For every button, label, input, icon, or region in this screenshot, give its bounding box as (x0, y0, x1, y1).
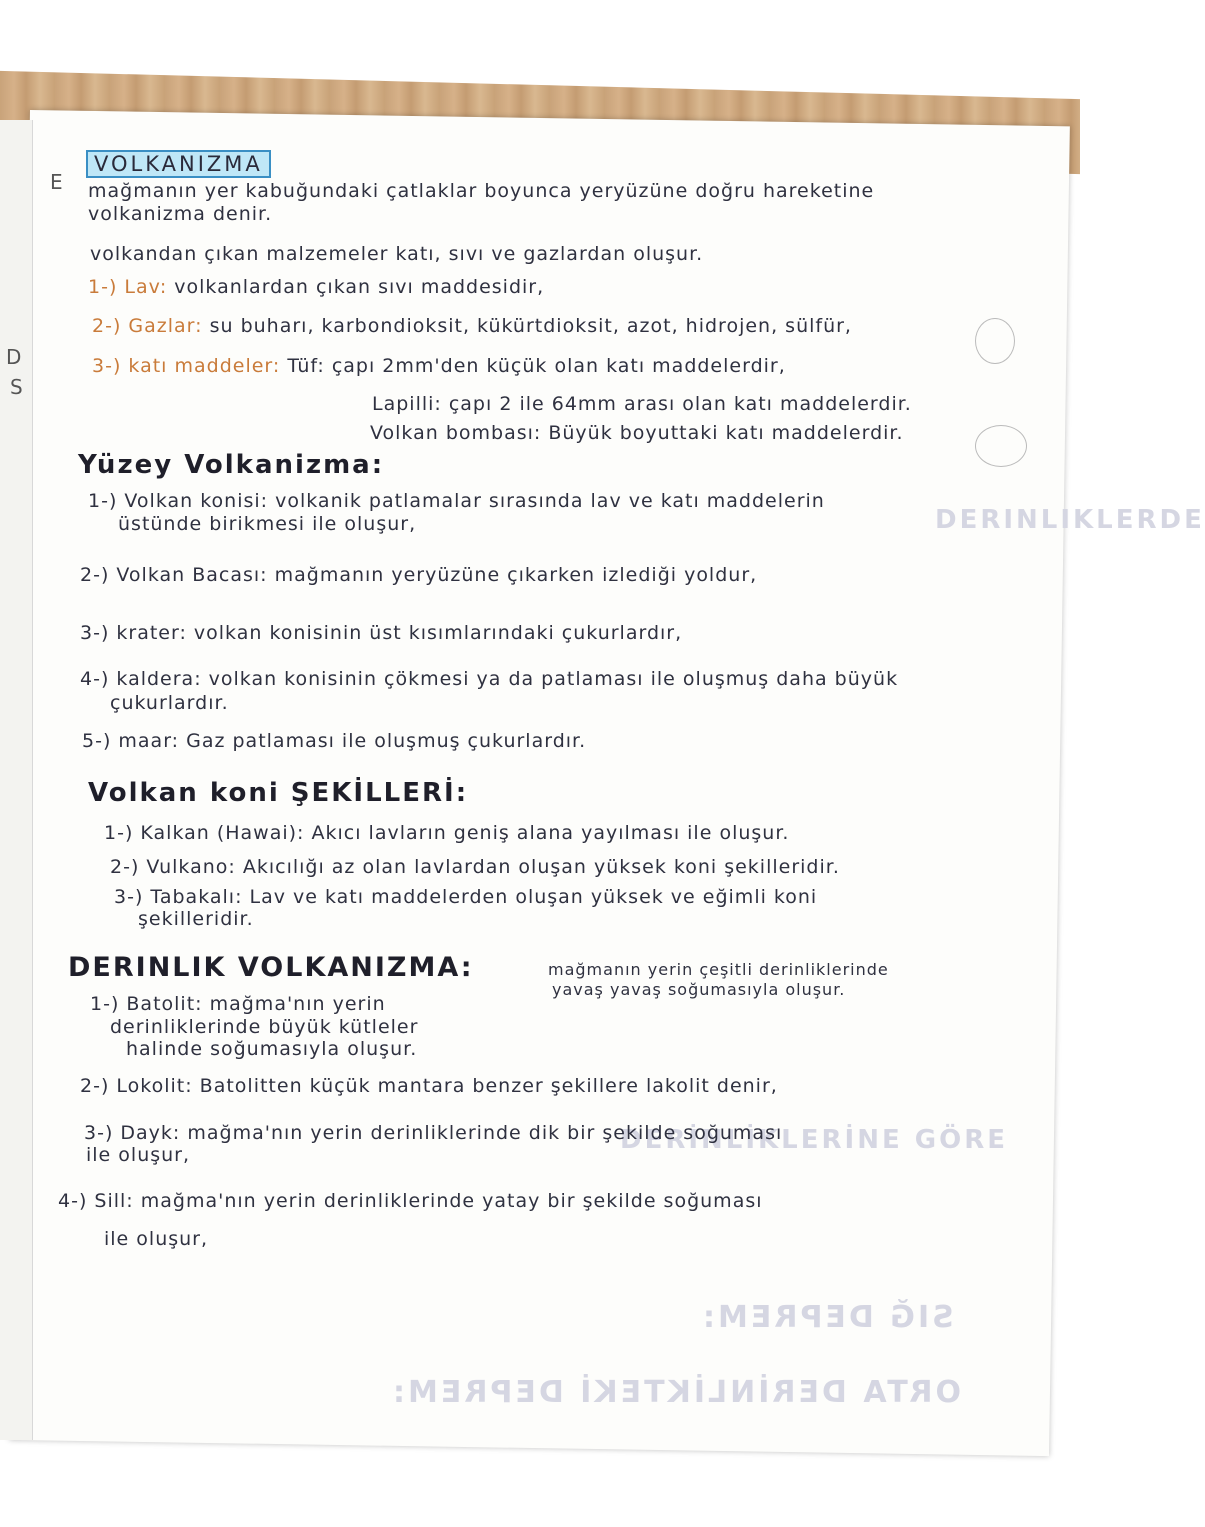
bleed-text: DERİNLİKLERİNE GÖRE (620, 1125, 1009, 1155)
section-heading-derinlik: DERINLIK VOLKANIZMA: (68, 952, 474, 983)
derinlik-item: 3-) Dayk: mağma'nın yerin derinliklerinde dik bir şekilde soğuması (84, 1122, 783, 1144)
circle-doodle (975, 425, 1027, 467)
material-label: 2-) Gazlar: (92, 315, 203, 337)
page-title: VOLKANIZMA (86, 150, 271, 178)
koni-item: 2-) Vulkano: Akıcılığı az olan lavlardan oluşan yüksek koni şekilleridir. (110, 856, 840, 878)
material-text: volkanlardan çıkan sıvı maddesidir, (174, 276, 545, 298)
yuzey-item: 1-) Volkan konisi: volkanik patlamalar sırasında lav ve katı maddelerin (88, 490, 825, 512)
koni-item: 1-) Kalkan (Hawai): Akıcı lavların geniş alana yayılması ile oluşur. (104, 822, 790, 844)
circle-doodle (975, 318, 1015, 364)
section-heading-yuzey: Yüzey Volkanizma: (78, 450, 385, 480)
derinlik-item: 4-) Sill: mağma'nın yerin derinliklerinde yatay bir şekilde soğuması (58, 1190, 763, 1212)
material-label: 1-) Lav: (88, 276, 168, 298)
materials-intro: volkandan çıkan malzemeler katı, sıvı ve gazlardan oluşur. (90, 243, 704, 265)
derinlik-item: derinliklerinde büyük kütleler (110, 1016, 419, 1038)
material-item (92, 315, 852, 337)
margin-mark: S (10, 375, 23, 399)
koni-item: şekilleridir. (138, 908, 254, 930)
material-text: Tüf: çapı 2mm'den küçük olan katı maddelerdir, (287, 355, 786, 377)
yuzey-item: çukurlardır. (110, 692, 229, 714)
yuzey-item: üstünde birikmesi ile oluşur, (118, 513, 417, 535)
bleed-text: SIĞ DEPREM: (700, 1300, 954, 1335)
material-label: 3-) katı maddeler: (92, 355, 281, 377)
material-subitem: Lapilli: çapı 2 ile 64mm arası olan katı maddelerdir. (372, 393, 912, 415)
derinlik-note: mağmanın yerin çeşitli derinliklerinde (548, 960, 889, 979)
bleed-text: ORTA DERİNLİKTEKİ DEPREM: (390, 1375, 961, 1410)
derinlik-item: ile oluşur, (86, 1144, 191, 1166)
yuzey-item: 5-) maar: Gaz patlaması ile oluşmuş çukurlardır. (82, 730, 587, 752)
derinlik-item: 2-) Lokolit: Batolitten küçük mantara benzer şekillere lakolit denir, (80, 1075, 778, 1097)
derinlik-item: ile oluşur, (104, 1228, 209, 1250)
material-text: su buharı, karbondioksit, kükürtdioksit, azot, hidrojen, sülfür, (209, 315, 852, 337)
intro-line: mağmanın yer kabuğundaki çatlaklar boyunca yeryüzüne doğru hareketine (88, 180, 875, 202)
derinlik-item: halinde soğumasıyla oluşur. (126, 1038, 418, 1060)
material-subitem: Volkan bombası: Büyük boyuttaki katı maddelerdir. (370, 422, 904, 444)
margin-mark: D (6, 345, 22, 369)
derinlik-note: yavaş yavaş soğumasıyla oluşur. (552, 980, 846, 999)
bleed-text: DERINLIKLERDE (935, 505, 1205, 535)
derinlik-item: 1-) Batolit: mağma'nın yerin (90, 993, 386, 1015)
intro-line: volkanizma denir. (88, 203, 273, 225)
koni-item: 3-) Tabakalı: Lav ve katı maddelerden oluşan yüksek ve eğimli koni (114, 886, 818, 908)
margin-mark: E (50, 170, 63, 194)
yuzey-item: 2-) Volkan Bacası: mağmanın yeryüzüne çıkarken izlediği yoldur, (80, 564, 758, 586)
yuzey-item: 3-) krater: volkan konisinin üst kısımlarındaki çukurlardır, (80, 622, 683, 644)
section-heading-koni: Volkan koni ŞEKİLLERİ: (88, 778, 469, 808)
yuzey-item: 4-) kaldera: volkan konisinin çökmesi ya da patlaması ile oluşmuş daha büyük (80, 668, 899, 690)
previous-page-edge (0, 120, 33, 1440)
material-item (88, 276, 544, 298)
material-item (92, 355, 786, 377)
